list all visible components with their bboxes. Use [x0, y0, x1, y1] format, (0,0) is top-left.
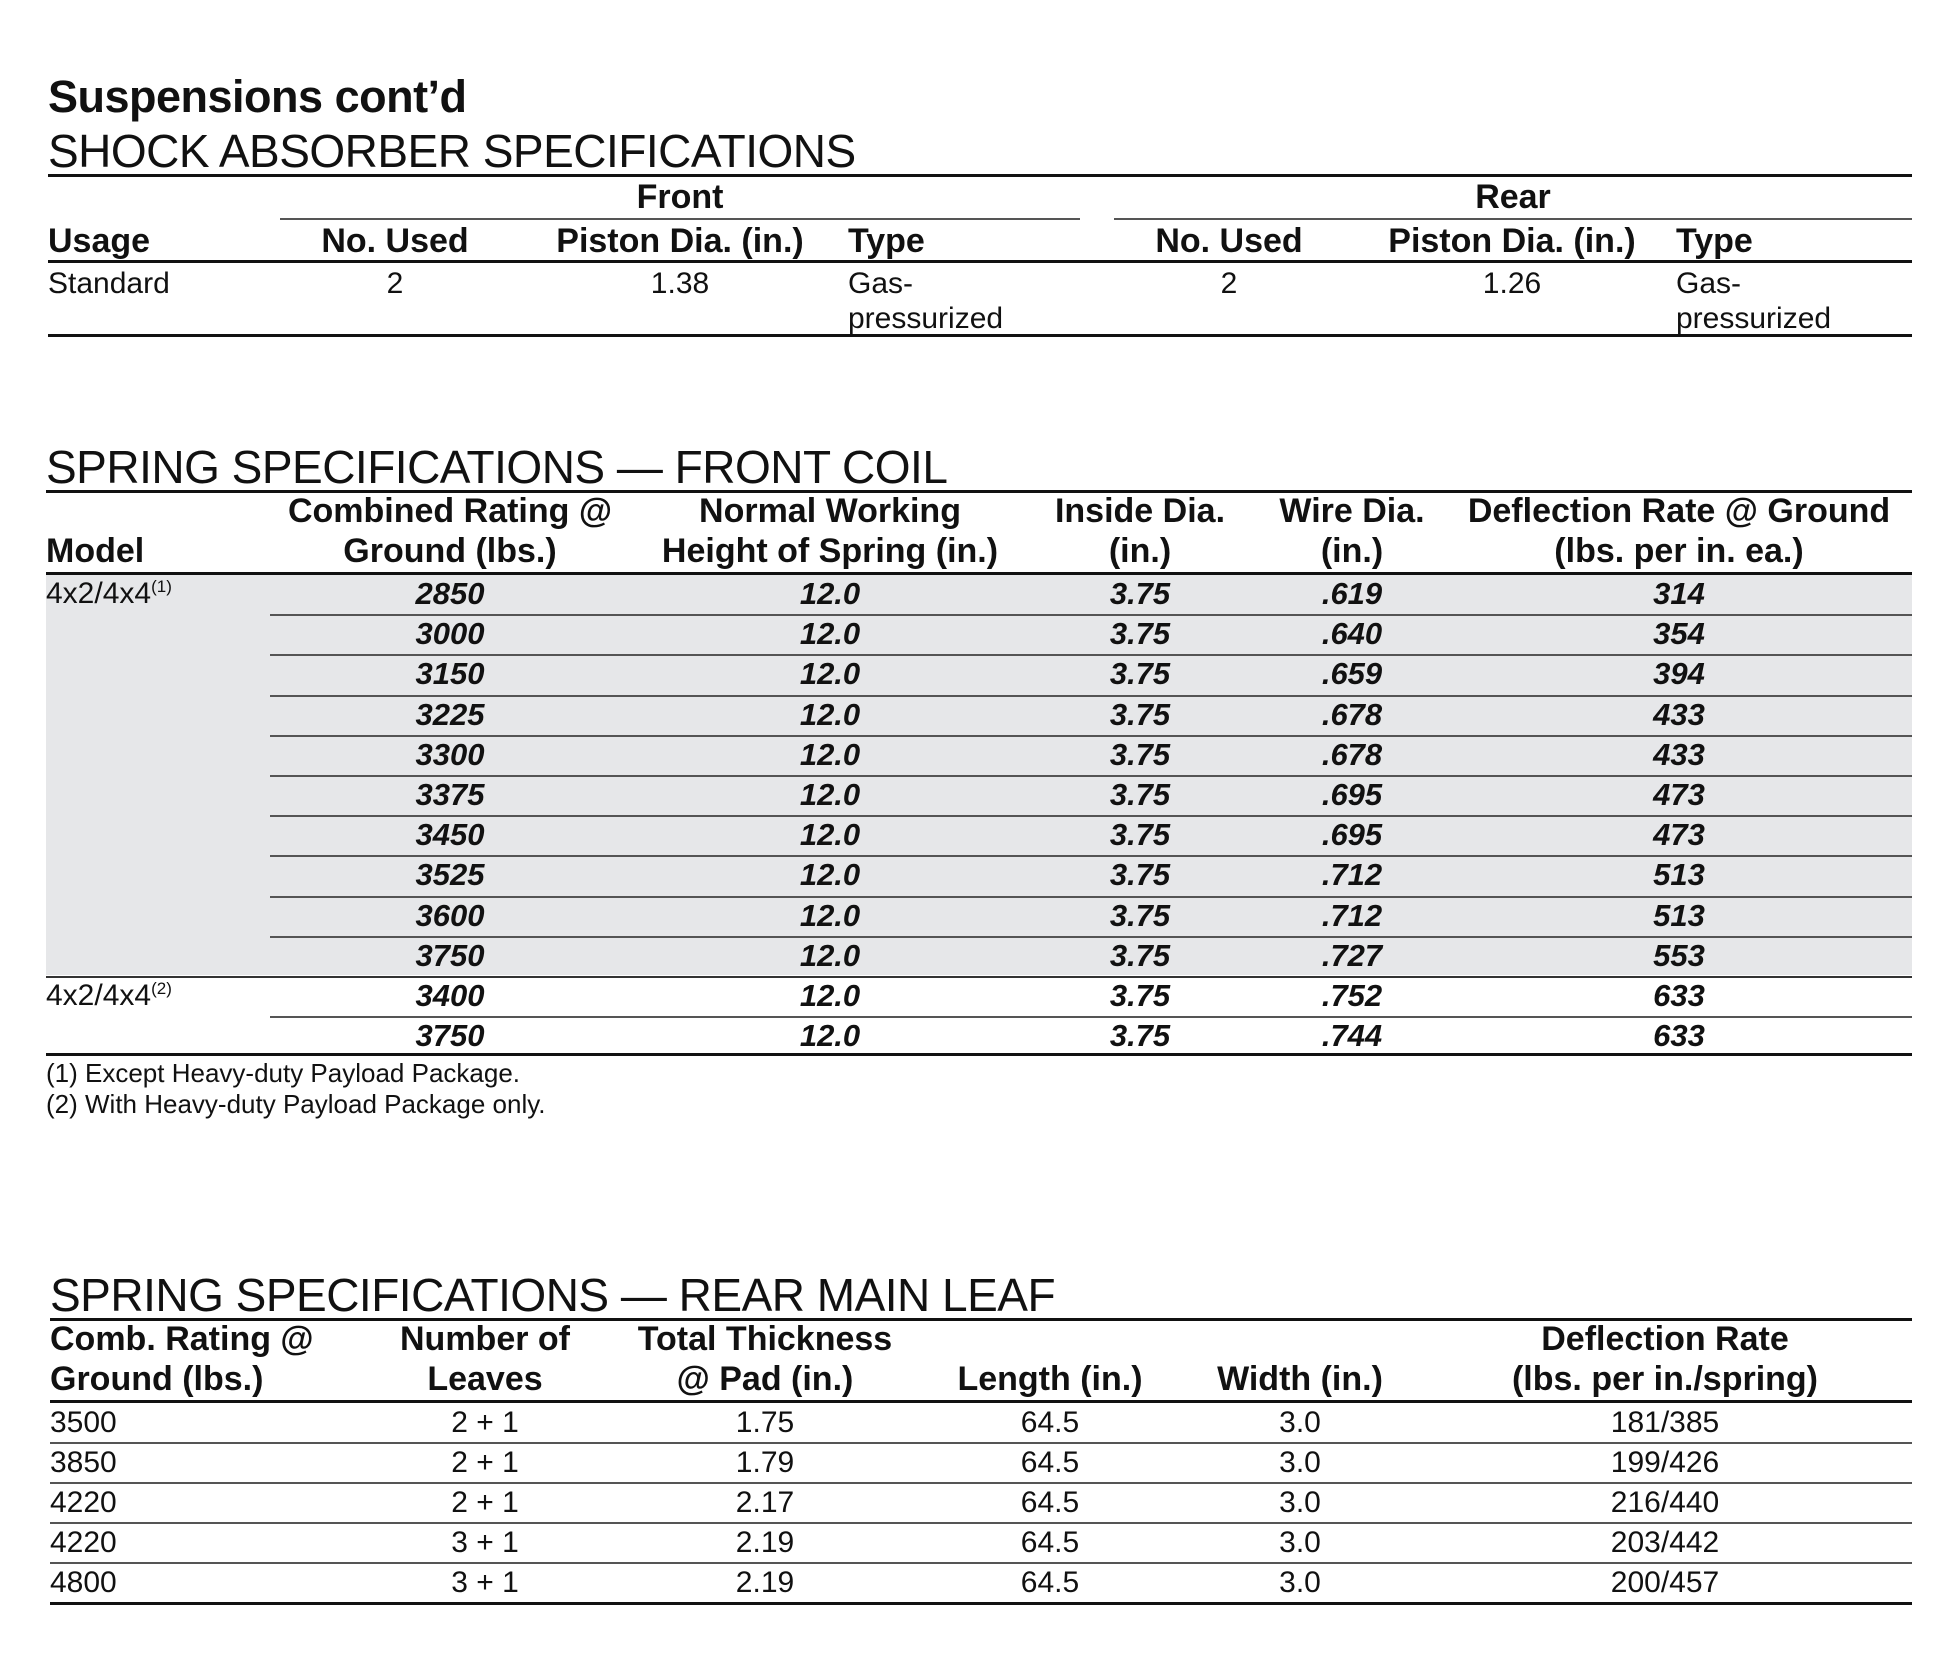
coil-deflection: 473 — [1653, 817, 1705, 853]
leaf-length: 64.5 — [1020, 1526, 1080, 1559]
coil-wire-dia: .752 — [1321, 978, 1383, 1013]
leaf-thickness: 2.17 — [735, 1486, 795, 1519]
coil-rating: 3300 — [415, 736, 485, 772]
coil-group1-model — [46, 578, 172, 610]
coil-inside-dia: 3.75 — [1109, 817, 1171, 853]
coil-wire-dia: .712 — [1321, 897, 1383, 933]
shock-header-front-piston: Piston Dia. (in.) — [556, 222, 804, 260]
leaf-length: 64.5 — [1020, 1406, 1080, 1439]
coil-header-height-line2: Height of Spring (in.) — [661, 532, 999, 570]
coil-height: 12.0 — [799, 857, 861, 893]
page-title: Suspensions cont’d — [48, 71, 467, 122]
coil-group1-model-label: 4x2/4x4 — [46, 577, 152, 610]
shock-usage: Standard — [48, 267, 170, 300]
leaf-header-defl-line2: (lbs. per in./spring) — [1511, 1360, 1819, 1398]
shock-header-front-no-used: No. Used — [321, 222, 469, 260]
coil-height: 12.0 — [799, 937, 861, 973]
leaf-width: 3.0 — [1279, 1406, 1321, 1439]
coil-group2-model — [46, 980, 172, 1012]
leaf-rating: 4220 — [50, 1486, 117, 1519]
leaf-header-leaves-line2: Leaves — [427, 1360, 543, 1398]
coil-inside-dia: 3.75 — [1109, 897, 1171, 933]
leaf-rating: 4220 — [50, 1526, 117, 1559]
coil-inside-dia: 3.75 — [1109, 656, 1171, 692]
leaf-header-thickness-line2: @ Pad (in.) — [676, 1360, 854, 1398]
leaf-rating: 3500 — [50, 1406, 117, 1439]
shock-header-front-type: Type — [848, 222, 925, 260]
leaf-width: 3.0 — [1279, 1526, 1321, 1559]
coil-height: 12.0 — [799, 696, 861, 732]
coil-wire-dia: .640 — [1321, 616, 1383, 652]
coil-rating: 3225 — [415, 696, 485, 732]
coil-header-inside-line1: Inside Dia. — [1054, 492, 1226, 530]
shock-group-front: Front — [636, 178, 724, 216]
coil-deflection: 553 — [1653, 937, 1705, 973]
coil-wire-dia: .695 — [1321, 777, 1383, 812]
leaf-number-of-leaves: 2 + 1 — [451, 1406, 519, 1439]
coil-header-height-line1: Normal Working — [699, 492, 961, 530]
coil-deflection: 314 — [1653, 576, 1705, 611]
coil-deflection: 433 — [1653, 736, 1705, 772]
leaf-length: 64.5 — [1020, 1486, 1080, 1519]
leaf-deflection: 200/457 — [1610, 1566, 1720, 1599]
shock-rear-group-rule — [1114, 218, 1912, 220]
coil-inside-dia: 3.75 — [1109, 1018, 1171, 1054]
coil-inside-dia: 3.75 — [1109, 616, 1171, 652]
coil-deflection: 633 — [1653, 978, 1705, 1013]
leaf-thickness: 1.75 — [735, 1406, 795, 1439]
shock-rear-piston: 1.26 — [1482, 267, 1542, 300]
coil-wire-dia: .659 — [1321, 656, 1383, 692]
coil-inside-dia: 3.75 — [1109, 696, 1171, 732]
coil-deflection: 354 — [1653, 616, 1705, 652]
coil-deflection: 513 — [1653, 857, 1705, 893]
footnote-2: (2) With Heavy-duty Payload Package only. — [46, 1089, 546, 1119]
coil-wire-dia: .619 — [1321, 576, 1383, 611]
coil-rating: 3525 — [415, 857, 485, 893]
shock-top-rule — [48, 174, 1912, 177]
shock-header-rear-piston: Piston Dia. (in.) — [1388, 222, 1636, 260]
row-divider — [50, 1482, 1912, 1484]
shock-rear-no-used: 2 — [1220, 267, 1238, 300]
rear-leaf-section-title: SPRING SPECIFICATIONS — REAR MAIN LEAF — [50, 1269, 1056, 1321]
coil-wire-dia: .678 — [1321, 696, 1383, 732]
coil-rating: 3375 — [415, 777, 485, 812]
coil-inside-dia: 3.75 — [1109, 736, 1171, 772]
coil-deflection: 473 — [1653, 777, 1705, 812]
coil-wire-dia: .727 — [1321, 937, 1383, 973]
leaf-length: 64.5 — [1020, 1446, 1080, 1479]
shock-front-group-rule — [280, 218, 1080, 220]
leaf-thickness: 2.19 — [735, 1566, 795, 1599]
coil-header-defl-line2: (lbs. per in. ea.) — [1554, 532, 1804, 570]
shock-header-rule — [48, 260, 1912, 263]
leaf-bottom-rule — [50, 1602, 1912, 1605]
coil-rating: 3750 — [415, 937, 485, 973]
coil-deflection: 394 — [1653, 656, 1705, 692]
coil-height: 12.0 — [799, 817, 861, 853]
shock-header-rear-type: Type — [1676, 222, 1753, 260]
coil-wire-dia: .744 — [1321, 1018, 1383, 1054]
leaf-width: 3.0 — [1279, 1446, 1321, 1479]
leaf-rating: 3850 — [50, 1446, 117, 1479]
coil-header-inside-line2: (in.) — [1108, 532, 1172, 570]
coil-group1-note-mark: (1) — [151, 577, 172, 596]
leaf-header-rating-line1: Comb. Rating @ — [50, 1320, 314, 1358]
leaf-header-rating-line2: Ground (lbs.) — [50, 1360, 264, 1398]
coil-header-model: Model — [46, 532, 145, 570]
leaf-width: 3.0 — [1279, 1486, 1321, 1519]
leaf-header-width: Width (in.) — [1217, 1360, 1383, 1398]
leaf-thickness: 2.19 — [735, 1526, 795, 1559]
leaf-number-of-leaves: 2 + 1 — [451, 1446, 519, 1479]
leaf-header-leaves-line1: Number of — [400, 1320, 570, 1358]
leaf-deflection: 216/440 — [1610, 1486, 1720, 1519]
coil-height: 12.0 — [799, 576, 861, 611]
coil-header-wire-line1: Wire Dia. — [1279, 492, 1425, 530]
coil-deflection: 633 — [1653, 1018, 1705, 1054]
coil-rating: 3400 — [415, 978, 485, 1013]
coil-bottom-rule — [46, 1053, 1912, 1056]
shock-header-usage: Usage — [48, 222, 151, 260]
shock-rear-type-line2: pressurized — [1676, 302, 1832, 335]
coil-wire-dia: .695 — [1321, 817, 1383, 853]
coil-deflection: 433 — [1653, 696, 1705, 732]
coil-height: 12.0 — [799, 616, 861, 652]
coil-deflection: 513 — [1653, 897, 1705, 933]
leaf-width: 3.0 — [1279, 1566, 1321, 1599]
shock-bottom-rule — [48, 334, 1912, 337]
coil-inside-dia: 3.75 — [1109, 937, 1171, 973]
shock-front-type-line2: pressurized — [848, 302, 1004, 335]
shock-header-rear-no-used: No. Used — [1155, 222, 1303, 260]
leaf-length: 64.5 — [1020, 1566, 1080, 1599]
coil-rating: 3750 — [415, 1018, 485, 1054]
leaf-deflection: 181/385 — [1610, 1406, 1720, 1439]
coil-height: 12.0 — [799, 897, 861, 933]
row-divider — [50, 1522, 1912, 1524]
coil-rating: 3450 — [415, 817, 485, 853]
coil-header-defl-line1: Deflection Rate @ Ground — [1467, 492, 1891, 530]
shock-section-title: SHOCK ABSORBER SPECIFICATIONS — [48, 125, 856, 177]
coil-height: 12.0 — [799, 656, 861, 692]
coil-header-rating-line2: Ground (lbs.) — [343, 532, 557, 570]
shock-front-piston: 1.38 — [650, 267, 710, 300]
leaf-header-rule — [50, 1400, 1912, 1403]
shock-group-rear: Rear — [1475, 178, 1551, 216]
shock-front-no-used: 2 — [386, 267, 404, 300]
shock-front-type-line1: Gas- — [848, 267, 914, 300]
coil-group2-model-label: 4x2/4x4 — [46, 979, 152, 1012]
coil-rating: 3000 — [415, 616, 485, 652]
leaf-number-of-leaves: 2 + 1 — [451, 1486, 519, 1519]
leaf-header-defl-line1: Deflection Rate — [1541, 1320, 1789, 1358]
footnote-1: (1) Except Heavy-duty Payload Package. — [46, 1058, 521, 1088]
leaf-number-of-leaves: 3 + 1 — [451, 1526, 519, 1559]
row-divider — [46, 976, 1912, 978]
coil-height: 12.0 — [799, 1018, 861, 1054]
coil-header-rating-line1: Combined Rating @ — [287, 492, 613, 530]
coil-rating: 3150 — [415, 656, 485, 692]
row-divider — [50, 1442, 1912, 1444]
coil-wire-dia: .678 — [1321, 736, 1383, 772]
coil-inside-dia: 3.75 — [1109, 576, 1171, 611]
coil-inside-dia: 3.75 — [1109, 978, 1171, 1013]
coil-inside-dia: 3.75 — [1109, 857, 1171, 893]
coil-wire-dia: .712 — [1321, 857, 1383, 893]
coil-inside-dia: 3.75 — [1109, 777, 1171, 812]
leaf-thickness: 1.79 — [735, 1446, 795, 1479]
leaf-deflection: 199/426 — [1610, 1446, 1720, 1479]
coil-group2-note-mark: (2) — [151, 979, 172, 998]
coil-height: 12.0 — [799, 736, 861, 772]
front-coil-section-title: SPRING SPECIFICATIONS — FRONT COIL — [46, 441, 948, 493]
leaf-header-thickness-line1: Total Thickness — [637, 1320, 893, 1358]
leaf-header-length: Length (in.) — [957, 1360, 1143, 1398]
leaf-number-of-leaves: 3 + 1 — [451, 1566, 519, 1599]
row-divider — [50, 1562, 1912, 1564]
coil-header-wire-line2: (in.) — [1320, 532, 1384, 570]
leaf-deflection: 203/442 — [1610, 1526, 1720, 1559]
coil-height: 12.0 — [799, 978, 861, 1013]
leaf-rating: 4800 — [50, 1566, 117, 1599]
coil-rating: 2850 — [415, 576, 485, 611]
coil-rating: 3600 — [415, 897, 485, 933]
shock-rear-type-line1: Gas- — [1676, 267, 1742, 300]
coil-height: 12.0 — [799, 777, 861, 812]
